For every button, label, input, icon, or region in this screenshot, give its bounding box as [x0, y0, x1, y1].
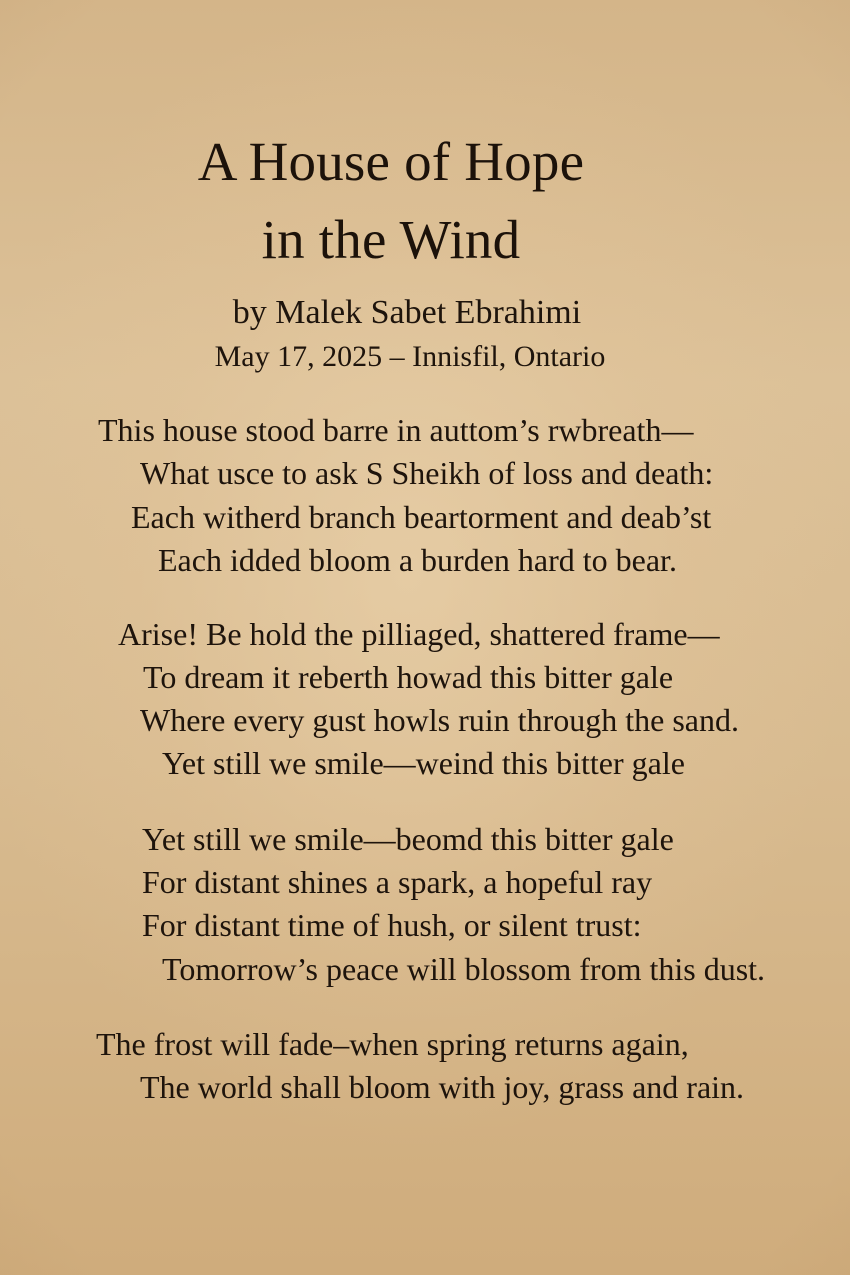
verse-line: For distant time of hush, or silent trust:: [142, 907, 642, 943]
verse-line: Tomorrow’s peace will blossom from this dust.: [162, 951, 766, 987]
verse-line: Each witherd branch beartorment and deab’st: [131, 499, 712, 535]
verse-line: Yet still we smile—beomd this bitter gale: [142, 821, 674, 857]
verse-line: Yet still we smile—weind this bitter gale: [162, 745, 685, 781]
verse-line: This house stood barre in auttom’s rwbreath—: [98, 412, 694, 448]
verse-line: To dream it reberth howad this bitter gale: [143, 659, 674, 695]
verse-line: Where every gust howls ruin through the sand.: [140, 702, 739, 738]
date-location: May 17, 2025 – Innisfil, Ontario: [214, 340, 606, 373]
poem-title-line-2: in the Wind: [261, 209, 521, 270]
verse-line: For distant shines a spark, a hopeful ray: [142, 864, 653, 900]
verse-line: Each idded bloom a burden hard to bear.: [158, 542, 677, 578]
poem-title-line-1: A House of Hope: [197, 131, 585, 192]
verse-line: The world shall bloom with joy, grass and rain.: [140, 1069, 745, 1105]
author-byline: by Malek Sabet Ebrahimi: [232, 294, 582, 331]
verse-line: What usce to ask S Sheikh of loss and death:: [140, 455, 714, 491]
verse-line: Arise! Be hold the pilliaged, shattered frame—: [118, 616, 720, 652]
verse-line: The frost will fade–when spring returns again,: [96, 1026, 689, 1062]
